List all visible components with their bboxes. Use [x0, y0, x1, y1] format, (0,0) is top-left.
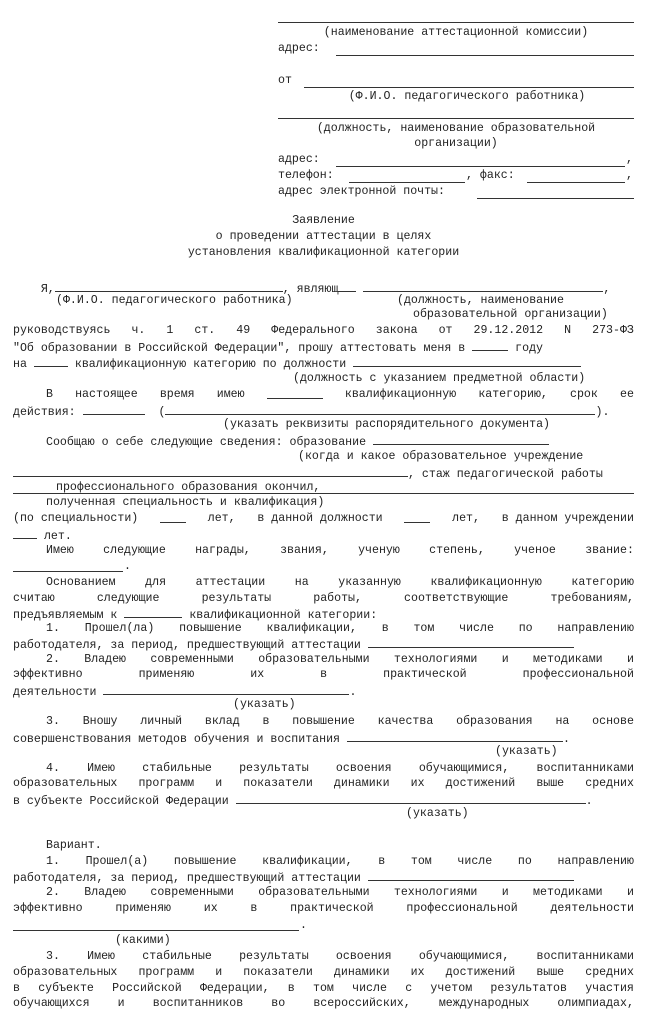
institution-field[interactable] — [13, 465, 408, 477]
body-l04: руководствуясь ч. 1 ст. 49 Федерального закона от 29.12.2012 N 273-ФЗ — [13, 324, 634, 337]
body-l05: "Об образовании в Российской Федерации", прошу аттестовать меня в году — [13, 339, 543, 357]
awards-period: . — [124, 560, 131, 573]
body-l06: на квалификационную категорию по должности — [13, 355, 581, 373]
body-l45: обучающихся и воспитанников во всероссийских, международных олимпиадах, — [13, 997, 634, 1010]
from-label: от — [278, 74, 292, 87]
body-l44: в субъекте Российской Федерации, в том числе с учетом результатов участия — [13, 982, 634, 995]
specialty-years-field[interactable] — [160, 511, 186, 523]
body-l21: считаю следующие результаты работы, соответствующие требованиям, — [13, 592, 634, 605]
contribution-field[interactable] — [347, 730, 563, 742]
body-l34: в субъекте Российской Федерации . — [13, 792, 593, 810]
from-line[interactable] — [304, 87, 634, 88]
body-l16: (по специальности) лет, в данной должности лет, в данном учреждении — [13, 512, 634, 525]
body-l32: 4. Имею стабильные результаты освоения обучающимися, воспитанниками — [46, 762, 634, 775]
address-label: адрес: — [278, 42, 320, 55]
results-field[interactable] — [236, 792, 586, 804]
fio-field[interactable] — [55, 280, 283, 292]
training-field[interactable] — [368, 636, 574, 648]
body-l37: 1. Прошел(а) повышение квалификации, в том числе по направлению — [46, 855, 634, 868]
body-l15: полученная специальность и квалификация) — [46, 496, 325, 509]
body-l12: (когда и какое образовательное учреждение — [298, 450, 584, 463]
awards-line[interactable] — [13, 571, 123, 572]
body-l18: Имею следующие награды, звания, ученую степень, ученое звание: — [46, 544, 634, 557]
body-l29: 3. Вношу личный вклад в повышение качества образования на основе — [46, 715, 634, 728]
email-label: адрес электронной почты: — [278, 185, 445, 198]
body-l07: (должность с указанием предметной области) — [293, 372, 586, 385]
education-field[interactable] — [373, 433, 549, 445]
phone-label: телефон: — [278, 169, 334, 182]
address2-line[interactable] — [336, 166, 625, 167]
technologies-field[interactable] — [103, 683, 349, 695]
body-l09: действия: ( ). — [13, 403, 609, 421]
institution-years-field[interactable] — [13, 527, 37, 539]
position-label-1: (должность, наименование образовательной — [316, 122, 596, 135]
body-l01: Я, , являющ , — [13, 280, 610, 298]
body-l40: эффективно применяю их в практической профессиональной деятельности — [13, 902, 634, 915]
body-l08: В настоящее время имею квалификационную категорию, срок ее — [46, 388, 634, 401]
current-category-field[interactable] — [267, 387, 323, 399]
year-field[interactable] — [472, 339, 508, 351]
commission-name-label: (наименование аттестационной комиссии) — [323, 26, 589, 39]
title-line-1: Заявление — [292, 214, 355, 227]
required-category-field[interactable] — [124, 606, 182, 618]
body-l31: (указать) — [495, 745, 558, 758]
position-field[interactable] — [363, 280, 603, 292]
position-line[interactable] — [278, 118, 634, 119]
body-l23: 1. Прошел(ла) повышение квалификации, в том числе по направлению — [46, 622, 634, 635]
body-l24: работодателя, за период, предшествующий аттестации — [13, 636, 574, 654]
position-years-field[interactable] — [404, 511, 430, 523]
address2-label: адрес: — [278, 153, 320, 166]
body-l30: совершенствования методов обучения и воспитания . — [13, 730, 570, 748]
fax-line[interactable] — [527, 182, 625, 183]
body-l43: образовательных программ и показатели динамики их достижений выше средних — [13, 966, 634, 979]
body-l17: лет. — [13, 527, 72, 545]
body-l38: работодателя, за период, предшествующий аттестации — [13, 869, 574, 887]
body-l22: предъявляемым к квалификационной категории: — [13, 606, 377, 624]
variant-technologies-line[interactable] — [13, 930, 299, 931]
body-l33: образовательных программ и показатели динамики их достижений выше средних — [13, 777, 634, 790]
body-l26: эффективно применяю их в практической профессиональной — [13, 668, 634, 681]
title-line-2: о проведении аттестации в целях — [215, 230, 432, 243]
suffix-field[interactable] — [338, 280, 356, 292]
fax-label: , факс: — [466, 169, 515, 182]
body-l02b: (должность, наименование — [397, 294, 564, 307]
body-l27: деятельности . — [13, 683, 356, 701]
position-label-2: организации) — [414, 137, 498, 150]
body-l36: Вариант. — [46, 839, 102, 852]
title-line-3: установления квалификационной категории — [187, 246, 460, 259]
commission-name-line[interactable] — [278, 22, 634, 23]
body-l42: 3. Имею стабильные результаты освоения обучающимися, воспитанниками — [46, 950, 634, 963]
body-l35: (указать) — [406, 807, 469, 820]
category-field[interactable] — [34, 355, 68, 367]
body-l11: Сообщаю о себе следующие сведения: образование — [46, 433, 549, 451]
body-l10: (указать реквизиты распорядительного документа) — [223, 418, 550, 431]
validity-field[interactable] — [83, 403, 145, 415]
fax-comma: , — [626, 169, 633, 182]
phone-line[interactable] — [349, 182, 465, 183]
variant-technologies-period: . — [300, 919, 307, 932]
order-details-field[interactable] — [165, 403, 595, 415]
email-line[interactable] — [477, 198, 634, 199]
body-l28: (указать) — [233, 698, 296, 711]
body-l13: , стаж педагогической работы — [13, 465, 603, 483]
body-l20: Основанием для аттестации на указанную квалификационную категорию — [46, 576, 634, 589]
variant-training-field[interactable] — [368, 869, 574, 881]
body-l41: (какими) — [115, 934, 171, 947]
body-l02a: (Ф.И.О. педагогического работника) — [56, 294, 293, 307]
body-l39: 2. Владею современными образовательными технологиями и методиками и — [46, 886, 634, 899]
target-position-field[interactable] — [353, 355, 581, 367]
fio-label: (Ф.И.О. педагогического работника) — [348, 90, 586, 103]
address-line[interactable] — [336, 55, 634, 56]
body-l03: образовательной организации) — [413, 308, 608, 321]
body-l14: профессионального образования окончил, — [56, 481, 321, 494]
body-l25: 2. Владею современными образовательными технологиями и методиками и — [46, 653, 634, 666]
address2-comma: , — [626, 153, 633, 166]
